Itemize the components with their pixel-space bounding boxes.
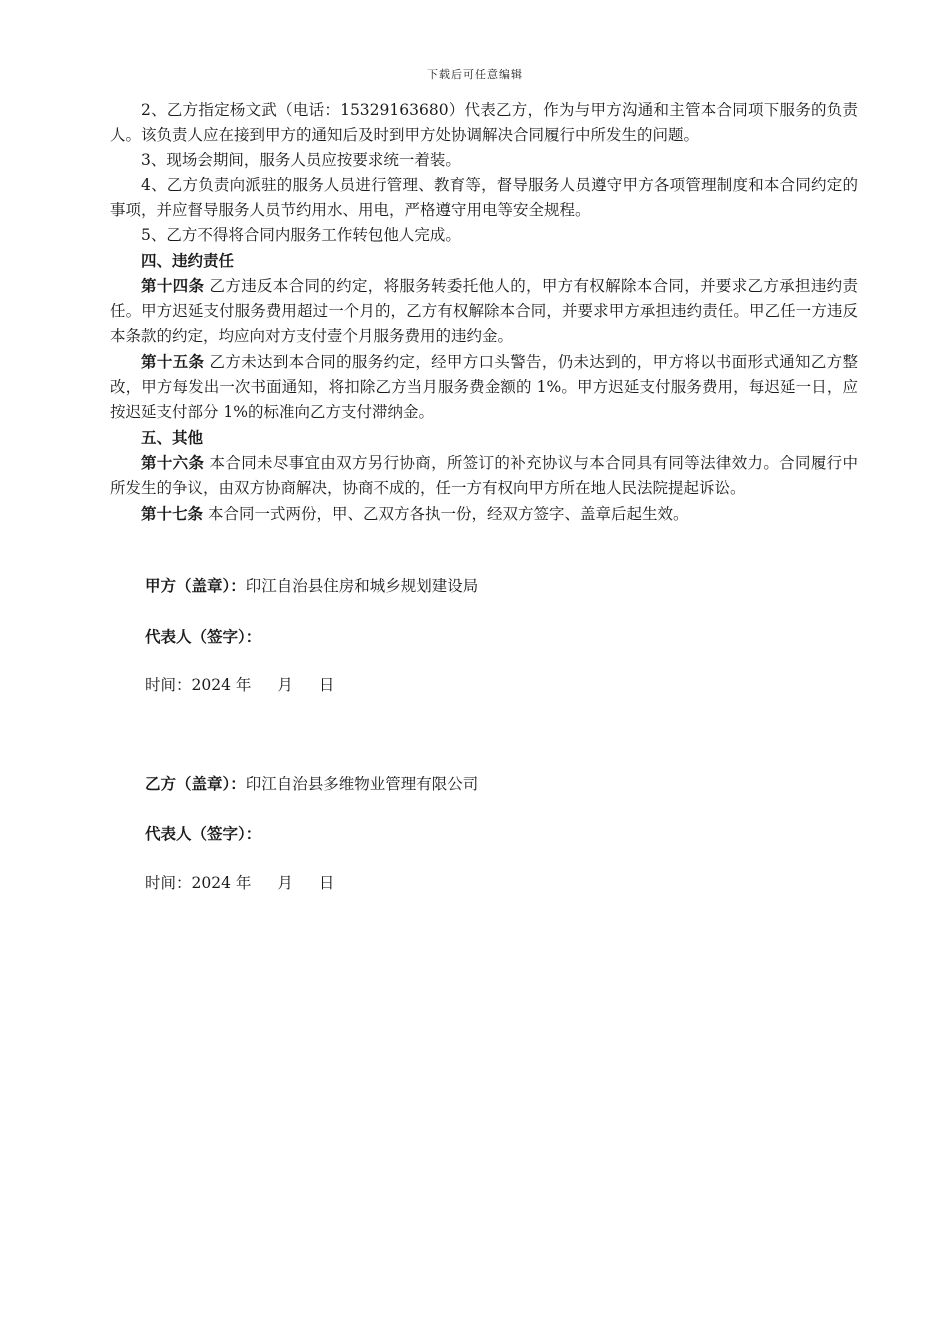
party-a-seal-label: 甲方（盖章）： — [145, 576, 246, 595]
clause-item-5: 5、乙方不得将合同内服务工作转包他人完成。 — [141, 226, 461, 244]
article-14-text: 乙方违反本合同的约定，将服务转委托他人的，甲方有权解除本合同，并要求乙方承担违约责任。甲方迟延支付服务费用超过一个月的，乙方有权解除本合同，并要求甲方承担违约责任。甲乙任一方违反本条款的约定，均应向对方支付壹个月服务费用的违约金。 — [110, 277, 858, 345]
article-14 — [110, 273, 858, 349]
article-16 — [110, 450, 858, 501]
article-17 — [110, 501, 858, 527]
party-b-name: 印江自治县多维物业管理有限公司 — [245, 775, 479, 793]
party-a-rep-label: 代表人（签字）： — [145, 627, 262, 646]
article-16-label: 第十六条 — [141, 453, 205, 472]
party-a-month: 月 — [277, 676, 293, 694]
clause-item-3: 3、现场会期间，服务人员应按要求统一着装。 — [141, 151, 461, 169]
party-a-seal-line — [145, 573, 478, 599]
article-15-label: 第十五条 — [141, 352, 205, 371]
party-b-day: 日 — [318, 874, 335, 892]
article-17-text: 本合同一式两份，甲、乙双方各执一份，经双方签字、盖章后起生效。 — [203, 505, 689, 523]
party-a-date-line — [145, 673, 334, 698]
party-a-rep-line — [145, 624, 261, 650]
party-a-date-prefix: 时间：2024 年 — [145, 676, 252, 694]
article-14-label: 第十四条 — [141, 276, 205, 295]
party-b-date-prefix: 时间：2024 年 — [145, 874, 252, 892]
clause-item-4: 4、乙方负责向派驻的服务人员进行管理、教育等，督导服务人员遵守甲方各项管理制度和本合同约定的事项，并应督导服务人员节约用水、用电，严格遵守用电等安全规程。 — [110, 176, 858, 219]
page-header-note: 下载后可任意编辑 — [427, 68, 523, 81]
article-15-text: 乙方未达到本合同的服务约定，经甲方口头警告，仍未达到的，甲方将以书面形式通知乙方整改，甲方每发出一次书面通知，将扣除乙方当月服务费金额的 1%。甲方迟延支付服务费用，每迟延一日，应按迟延支付部分 1%的标准向乙方支付滞纳金。 — [110, 353, 858, 421]
section-5-heading: 五、其他 — [141, 428, 204, 447]
party-b-rep-label: 代表人（签字）： — [145, 824, 262, 843]
party-b-month: 月 — [277, 874, 293, 892]
party-b-seal-label: 乙方（盖章）： — [145, 774, 246, 793]
article-16-text: 本合同未尽事宜由双方另行协商，所签订的补充协议与本合同具有同等法律效力。合同履行中所发生的争议，由双方协商解决，协商不成的，任一方有权向甲方所在地人民法院提起诉讼。 — [110, 454, 858, 497]
article-15 — [110, 349, 858, 425]
party-b-date-line — [145, 871, 334, 896]
section-4-heading: 四、违约责任 — [141, 251, 235, 270]
contract-body — [110, 98, 858, 527]
party-b-rep-line — [145, 821, 261, 847]
party-a-day: 日 — [318, 676, 335, 694]
party-a-name: 印江自治县住房和城乡规划建设局 — [245, 577, 479, 595]
article-17-label: 第十七条 — [141, 504, 204, 523]
party-b-seal-line — [145, 771, 478, 797]
clause-item-2: 2、乙方指定杨文武（电话：15329163680）代表乙方，作为与甲方沟通和主管本合同项下服务的负责人。该负责人应在接到甲方的通知后及时到甲方处协调解决合同履行中所发生的问题。 — [110, 101, 858, 144]
